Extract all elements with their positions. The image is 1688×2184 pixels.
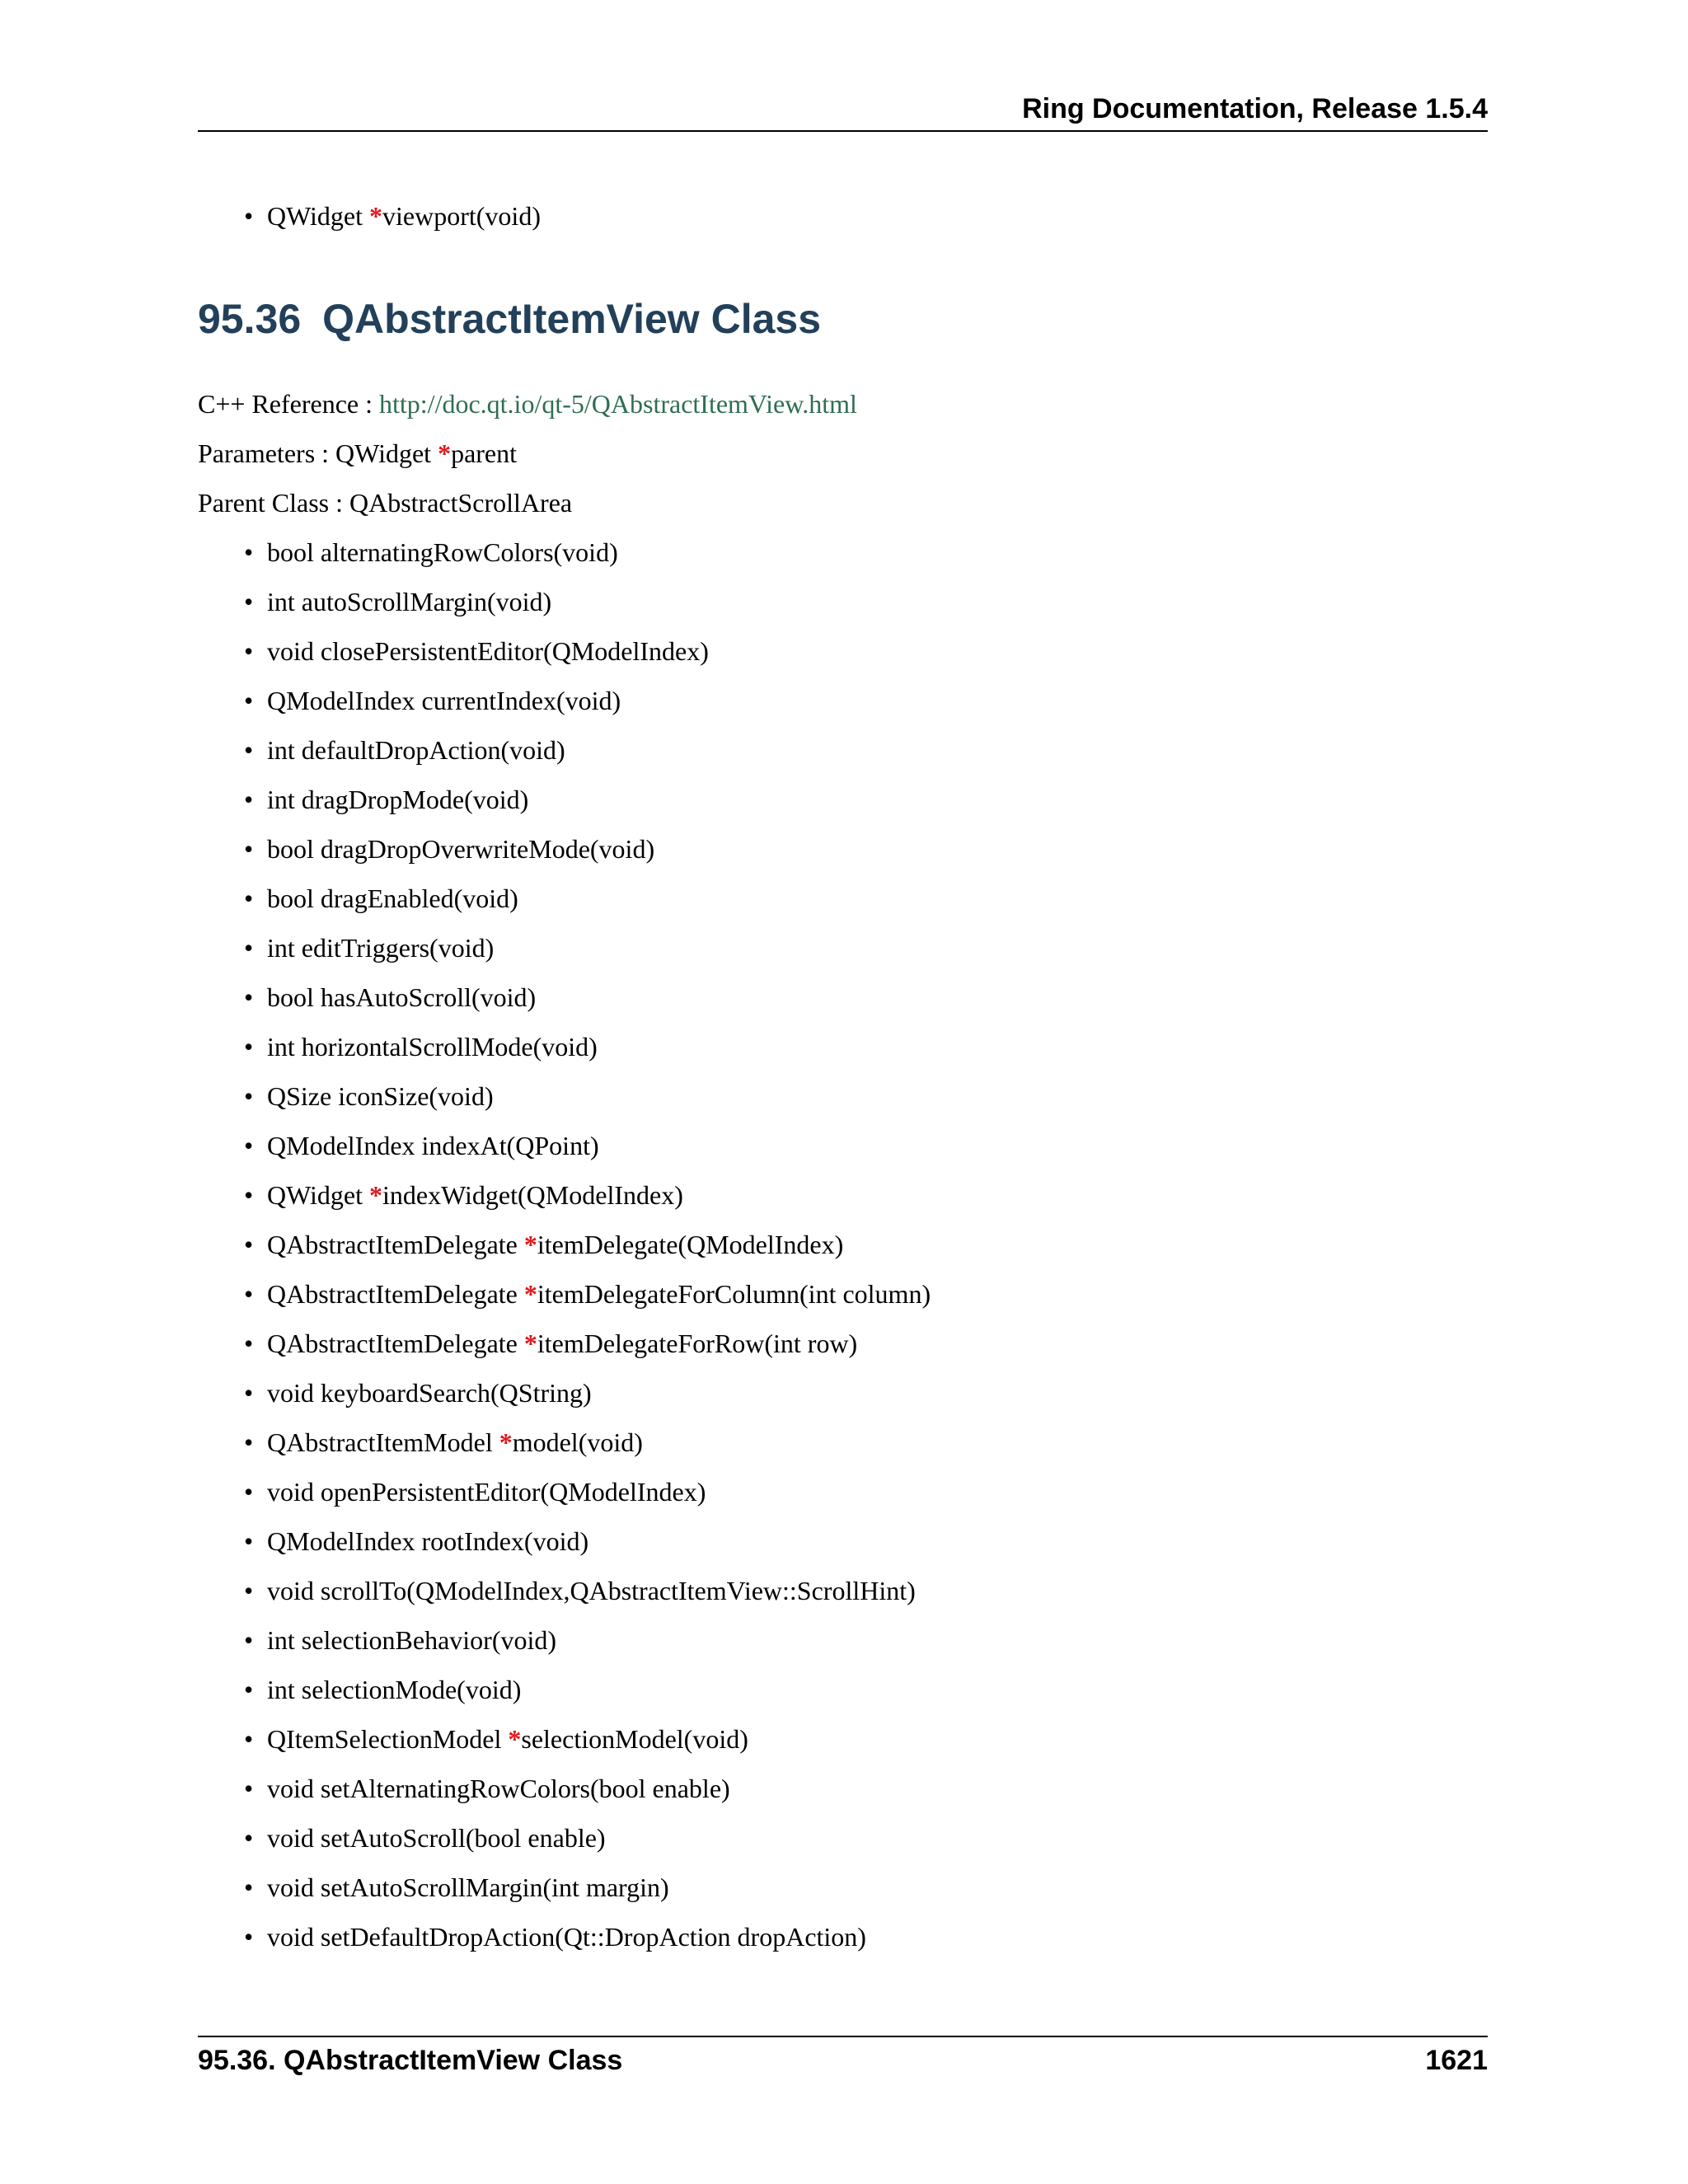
- method-signature: keyboardSearch(QString): [320, 1378, 592, 1408]
- pointer-star: *: [369, 1180, 383, 1210]
- bullet: •: [244, 1180, 254, 1210]
- bullet: •: [244, 537, 254, 567]
- method-signature: selectionBehavior(void): [301, 1625, 557, 1655]
- list-item: [244, 1467, 931, 1516]
- method-return-type: void: [267, 1872, 314, 1902]
- list-item: [244, 577, 931, 626]
- list-item: [244, 676, 931, 725]
- method-return-type: QAbstractItemDelegate: [267, 1279, 518, 1309]
- method-signature: indexAt(QPoint): [421, 1131, 599, 1160]
- parameters-label: Parameters : QWidget: [198, 438, 438, 468]
- method-return-type: void: [267, 1774, 314, 1803]
- section-heading: [198, 290, 821, 348]
- bullet: •: [244, 1329, 254, 1358]
- method-signature: hasAutoScroll(void): [320, 982, 537, 1012]
- bullet: •: [244, 1526, 254, 1556]
- pointer-star: *: [523, 1279, 537, 1309]
- method-return-type: int: [267, 587, 295, 616]
- bullet: •: [244, 1625, 254, 1655]
- bullet: •: [244, 1774, 254, 1803]
- method-signature: dragDropOverwriteMode(void): [320, 834, 655, 864]
- bullet: •: [244, 1378, 254, 1408]
- method-signature: model(void): [512, 1427, 643, 1457]
- bullet: •: [244, 785, 254, 814]
- method-signature: horizontalScrollMode(void): [301, 1032, 598, 1062]
- list-item: [244, 972, 931, 1022]
- method-return-type: void: [267, 1576, 314, 1605]
- bullet: •: [244, 201, 254, 231]
- method-signature: itemDelegateForColumn(int column): [537, 1279, 931, 1309]
- method-signature: editTriggers(void): [301, 933, 495, 963]
- method-signature: indexWidget(QModelIndex): [382, 1180, 683, 1210]
- list-item: [244, 874, 931, 923]
- page-number: 1621: [1425, 2045, 1488, 2076]
- reference-label: C++ Reference :: [198, 389, 379, 419]
- bullet: •: [244, 1230, 254, 1259]
- method-signature: openPersistentEditor(QModelIndex): [320, 1477, 706, 1507]
- pointer-star: *: [369, 201, 383, 231]
- list-item: [244, 775, 931, 824]
- pointer-star: *: [499, 1427, 513, 1457]
- method-return-type: QAbstractItemModel: [267, 1427, 493, 1457]
- footer-section: 95.36. QAbstractItemView Class: [198, 2045, 623, 2076]
- method-return-type: int: [267, 735, 295, 765]
- method-return-type: int: [267, 785, 295, 814]
- list-item: [244, 1121, 931, 1170]
- list-item: [244, 1418, 931, 1467]
- list-item: [244, 1170, 931, 1220]
- method-return-type: QWidget: [267, 201, 363, 231]
- list-item: [244, 1071, 931, 1121]
- list-item: [244, 1516, 931, 1566]
- bullet: •: [244, 834, 254, 864]
- method-return-type: QModelIndex: [267, 686, 415, 715]
- footer-divider: [198, 2036, 1488, 2037]
- list-item: [244, 1764, 931, 1813]
- list-item: [244, 1022, 931, 1071]
- bullet: •: [244, 1724, 254, 1754]
- method-signature: currentIndex(void): [421, 686, 621, 715]
- bullet: •: [244, 1823, 254, 1853]
- method-signature: setAutoScroll(bool enable): [320, 1823, 606, 1853]
- parameters-name: parent: [451, 438, 518, 468]
- method-return-type: int: [267, 1675, 295, 1704]
- section-number: 95.36: [198, 296, 302, 342]
- list-item: [244, 191, 541, 241]
- bullet: •: [244, 1922, 254, 1952]
- list-item: [244, 1566, 931, 1615]
- reference-link[interactable]: http://doc.qt.io/qt-5/QAbstractItemView.html: [379, 389, 857, 419]
- bullet: •: [244, 1131, 254, 1160]
- list-item: [244, 1912, 931, 1961]
- cpp-reference-line: [198, 379, 857, 429]
- method-signature: viewport(void): [382, 201, 541, 231]
- method-return-type: QAbstractItemDelegate: [267, 1329, 518, 1358]
- parameters-line: [198, 429, 517, 478]
- method-signature: autoScrollMargin(void): [301, 587, 552, 616]
- list-item: [244, 626, 931, 676]
- method-signature: dragEnabled(void): [320, 883, 518, 913]
- method-return-type: bool: [267, 537, 314, 567]
- bullet: •: [244, 735, 254, 765]
- pointer-star: *: [523, 1230, 537, 1259]
- bullet: •: [244, 636, 254, 666]
- method-signature: scrollTo(QModelIndex,QAbstractItemView::ScrollHint): [320, 1576, 916, 1605]
- method-signature: rootIndex(void): [421, 1526, 589, 1556]
- list-item: [244, 1714, 931, 1764]
- method-return-type: int: [267, 1625, 295, 1655]
- method-return-type: void: [267, 1477, 314, 1507]
- bullet: •: [244, 1427, 254, 1457]
- bullet: •: [244, 1279, 254, 1309]
- method-signature: closePersistentEditor(QModelIndex): [320, 636, 709, 666]
- section-title: QAbstractItemView Class: [322, 296, 822, 342]
- list-item: [244, 1269, 931, 1319]
- bullet: •: [244, 1477, 254, 1507]
- bullet: •: [244, 1081, 254, 1111]
- method-return-type: bool: [267, 883, 314, 913]
- list-item: [244, 1220, 931, 1269]
- list-item: [244, 725, 931, 775]
- list-item: [244, 1665, 931, 1714]
- method-signature: setAlternatingRowColors(bool enable): [320, 1774, 730, 1803]
- method-return-type: void: [267, 636, 314, 666]
- method-signature: itemDelegateForRow(int row): [537, 1329, 858, 1358]
- bullet: •: [244, 883, 254, 913]
- method-return-type: QSize: [267, 1081, 332, 1111]
- method-return-type: bool: [267, 982, 314, 1012]
- list-item: [244, 923, 931, 972]
- method-return-type: QAbstractItemDelegate: [267, 1230, 518, 1259]
- method-signature: defaultDropAction(void): [301, 735, 565, 765]
- list-item: [244, 1368, 931, 1418]
- method-signature: setAutoScrollMargin(int margin): [320, 1872, 669, 1902]
- list-item: [244, 1813, 931, 1863]
- list-item: [244, 1615, 931, 1665]
- method-return-type: void: [267, 1378, 314, 1408]
- running-header: Ring Documentation, Release 1.5.4: [1022, 93, 1488, 124]
- bullet: •: [244, 1872, 254, 1902]
- bullet: •: [244, 686, 254, 715]
- intro-method-list: [244, 191, 541, 241]
- bullet: •: [244, 982, 254, 1012]
- bullet: •: [244, 1032, 254, 1062]
- method-return-type: void: [267, 1922, 314, 1952]
- bullet: •: [244, 1576, 254, 1605]
- method-return-type: bool: [267, 834, 314, 864]
- pointer-star: *: [523, 1329, 537, 1358]
- method-signature: itemDelegate(QModelIndex): [537, 1230, 844, 1259]
- list-item: [244, 1319, 931, 1368]
- method-return-type: QModelIndex: [267, 1131, 415, 1160]
- bullet: •: [244, 1675, 254, 1704]
- method-signature: dragDropMode(void): [301, 785, 529, 814]
- pointer-star: *: [438, 438, 452, 468]
- method-signature: selectionMode(void): [301, 1675, 522, 1704]
- method-signature: setDefaultDropAction(Qt::DropAction dropAction): [320, 1922, 866, 1952]
- pointer-star: *: [508, 1724, 522, 1754]
- method-return-type: QItemSelectionModel: [267, 1724, 502, 1754]
- method-return-type: void: [267, 1823, 314, 1853]
- method-list: [244, 527, 931, 1961]
- method-return-type: int: [267, 933, 295, 963]
- running-footer: [198, 2042, 1488, 2079]
- method-signature: iconSize(void): [338, 1081, 494, 1111]
- method-signature: selectionModel(void): [521, 1724, 748, 1754]
- method-return-type: int: [267, 1032, 295, 1062]
- list-item: [244, 527, 931, 577]
- method-signature: alternatingRowColors(void): [320, 537, 618, 567]
- header-divider: [198, 130, 1488, 132]
- list-item: [244, 824, 931, 874]
- method-return-type: QModelIndex: [267, 1526, 415, 1556]
- parent-class-line: Parent Class : QAbstractScrollArea: [198, 488, 573, 518]
- bullet: •: [244, 933, 254, 963]
- bullet: •: [244, 587, 254, 616]
- method-return-type: QWidget: [267, 1180, 363, 1210]
- list-item: [244, 1863, 931, 1912]
